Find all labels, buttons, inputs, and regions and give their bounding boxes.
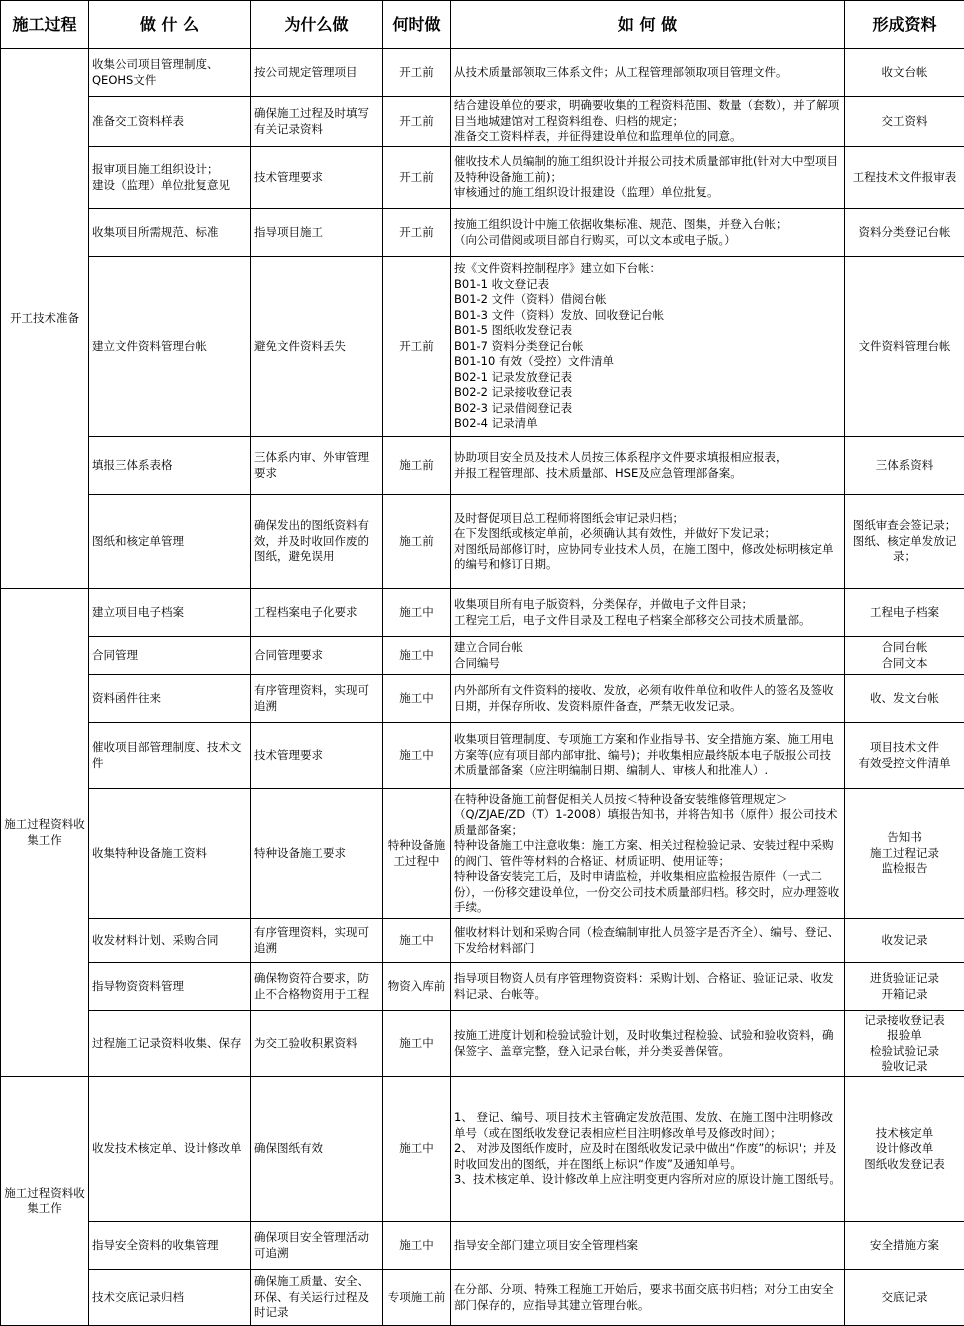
when-cell: 施工前 <box>383 495 451 589</box>
table-row <box>1 209 964 257</box>
how-cell: 从技术质量部领取三体系文件；从工程管理部领取项目管理文件。 <box>451 49 845 97</box>
when-cell: 施工中 <box>383 1222 451 1270</box>
header-result: 形成资料 <box>845 1 964 49</box>
header-why: 为什么做 <box>251 1 383 49</box>
result-cell: 工程技术文件报审表 <box>845 147 964 209</box>
how-cell: 收集项目所有电子版资料，分类保存，并做电子文件目录； 工程完工后，电子文件目录及工程电子档案全部移交公司技术质量部。 <box>451 589 845 637</box>
why-cell: 为交工验收积累资料 <box>251 1011 383 1077</box>
why-cell: 指导项目施工 <box>251 209 383 257</box>
what-cell: 合同管理 <box>89 637 251 675</box>
table-row <box>1 1011 964 1077</box>
table-row <box>1 919 964 963</box>
why-cell: 工程档案电子化要求 <box>251 589 383 637</box>
result-cell: 告知书 施工过程记录 监检报告 <box>845 789 964 919</box>
what-cell: 准备交工资料样表 <box>89 97 251 147</box>
result-cell: 收文台帐 <box>845 49 964 97</box>
how-cell: 结合建设单位的要求，明确要收集的工程资料范围、数量（套数），并了解项目当地城建馆对工程资料组卷、归档的规定； 准备交工资料样表，并征得建设单位和监理单位的同意。 <box>451 97 845 147</box>
when-cell: 开工前 <box>383 257 451 437</box>
why-cell: 技术管理要求 <box>251 147 383 209</box>
result-cell: 工程电子档案 <box>845 589 964 637</box>
result-cell: 交工资料 <box>845 97 964 147</box>
how-cell: 收集项目管理制度、专项施工方案和作业指导书、安全措施方案、施工用电方案等(应有项目部内部审批、编号)；并收集相应最终版本电子版报公司技术质量部备案（应注明编制日期、编制人、审核人和批准人）. <box>451 723 845 789</box>
result-cell: 项目技术文件 有效受控文件清单 <box>845 723 964 789</box>
result-cell: 记录接收登记表 报验单 检验试验记录 验收记录 <box>845 1011 964 1077</box>
why-cell: 三体系内审、外审管理要求 <box>251 437 383 495</box>
when-cell: 施工中 <box>383 1011 451 1077</box>
how-cell: 催收材料计划和采购合同（检查编制审批人员签字是否齐全）、编号、登记、下发给材料部门 <box>451 919 845 963</box>
header-when: 何时做 <box>383 1 451 49</box>
why-cell: 有序管理资料，实现可追溯 <box>251 675 383 723</box>
table-row <box>1 1077 964 1222</box>
how-cell: 按施工组织设计中施工依据收集标准、规范、图集，并登入台帐； （向公司借阅或项目部自行购买，可以文本或电子版。） <box>451 209 845 257</box>
why-cell: 技术管理要求 <box>251 723 383 789</box>
why-cell: 确保图纸有效 <box>251 1077 383 1222</box>
why-cell: 特种设备施工要求 <box>251 789 383 919</box>
table-row <box>1 723 964 789</box>
what-cell: 资料函件往来 <box>89 675 251 723</box>
when-cell: 开工前 <box>383 209 451 257</box>
why-cell: 确保项目安全管理活动可追溯 <box>251 1222 383 1270</box>
stage-cell: 施工过程资料收集工作 <box>1 589 89 1077</box>
result-cell: 三体系资料 <box>845 437 964 495</box>
how-cell: 按施工进度计划和检验试验计划，及时收集过程检验、试验和验收资料，确保签字、盖章完整，登入记录台帐，并分类妥善保管。 <box>451 1011 845 1077</box>
why-cell: 有序管理资料，实现可追溯 <box>251 919 383 963</box>
stage-cell: 施工过程资料收集工作 <box>1 1077 89 1326</box>
result-cell: 资料分类登记台帐 <box>845 209 964 257</box>
result-cell: 收、发文台帐 <box>845 675 964 723</box>
why-cell: 确保发出的图纸资料有效，并及时收回作废的图纸，避免误用 <box>251 495 383 589</box>
when-cell: 施工中 <box>383 675 451 723</box>
what-cell: 报审项目施工组织设计； 建设（监理）单位批复意见 <box>89 147 251 209</box>
result-cell: 图纸审查会签记录； 图纸、核定单发放记录； <box>845 495 964 589</box>
what-cell: 建立文件资料管理台帐 <box>89 257 251 437</box>
table-row <box>1 495 964 589</box>
how-cell: 协助项目安全员及技术人员按三体系程序文件要求填报相应报表， 并报工程管理部、技术质量部、HSE及应急管理部备案。 <box>451 437 845 495</box>
table-row <box>1 1270 964 1326</box>
result-cell: 进货验证记录 开箱记录 <box>845 963 964 1011</box>
table-row <box>1 637 964 675</box>
how-cell: 在分部、分项、特殊工程施工开始后，要求书面交底书归档；对分工由安全部门保存的，应指导其建立管理台帐。 <box>451 1270 845 1326</box>
when-cell: 施工中 <box>383 1077 451 1222</box>
what-cell: 收集项目所需规范、标准 <box>89 209 251 257</box>
when-cell: 施工中 <box>383 723 451 789</box>
result-cell: 安全措施方案 <box>845 1222 964 1270</box>
what-cell: 催收项目部管理制度、技术文件 <box>89 723 251 789</box>
header-stage: 施工过程 <box>1 1 89 49</box>
how-cell: 指导安全部门建立项目安全管理档案 <box>451 1222 845 1270</box>
what-cell: 收集公司项目管理制度、QEOHS文件 <box>89 49 251 97</box>
table-row <box>1 789 964 919</box>
why-cell: 确保施工质量、安全、环保、有关运行过程及时记录 <box>251 1270 383 1326</box>
how-cell: 在特种设备施工前督促相关人员按＜特种设备安装维修管理规定＞（Q/ZJAE/ZD（T）1-2008）填报告知书，并将告知书（原件）报公司技术质量部备案； 特种设备施工中注意收集：施工方案、相关过程检验记录、安装过程中采购的阀门、管件等材料的合格证、材质证明、使用证等； 特种设备安装完工后，及时申请监检，并收集相应监检报告原件（一式二份），一份移交建设单位，一份交公司技术质量部归档。移交时，应办理签收手续。 <box>451 789 845 919</box>
how-cell: 及时督促项目总工程师将图纸会审记录归档； 在下发图纸或核定单前，必须确认其有效性，并做好下发记录； 对图纸局部修订时，应协同专业技术人员，在施工图中，修改处标明核定单的编号和修订日期。 <box>451 495 845 589</box>
when-cell: 专项施工前 <box>383 1270 451 1326</box>
when-cell: 开工前 <box>383 49 451 97</box>
result-cell: 收发记录 <box>845 919 964 963</box>
what-cell: 收发材料计划、采购合同 <box>89 919 251 963</box>
what-cell: 收发技术核定单、设计修改单 <box>89 1077 251 1222</box>
how-cell: 1、 登记、编号、项目技术主管确定发放范围、发放、在施工图中注明修改单号（或在图纸收发登记表相应栏目注明修改单号及修改时间）； 2、 对涉及图纸作废时，应及时在图纸收发记录中做出“作废”的标识'；并及时收回发出的图纸，并在图纸上标识“作废”及通知单号。 3、技术核定单、设计修改单上应注明变更内容所对应的原设计施工图纸号。 <box>451 1077 845 1222</box>
why-cell: 按公司规定管理项目 <box>251 49 383 97</box>
when-cell: 施工前 <box>383 437 451 495</box>
result-cell: 文件资料管理台帐 <box>845 257 964 437</box>
what-cell: 技术交底记录归档 <box>89 1270 251 1326</box>
table-row <box>1 589 964 637</box>
what-cell: 指导安全资料的收集管理 <box>89 1222 251 1270</box>
stage-cell: 开工技术准备 <box>1 49 89 589</box>
table-row <box>1 257 964 437</box>
table-row <box>1 147 964 209</box>
what-cell: 指导物资资料管理 <box>89 963 251 1011</box>
when-cell: 施工中 <box>383 589 451 637</box>
when-cell: 施工中 <box>383 637 451 675</box>
when-cell: 施工中 <box>383 919 451 963</box>
table-row <box>1 1222 964 1270</box>
header-how: 如 何 做 <box>451 1 845 49</box>
table-row <box>1 437 964 495</box>
table-row <box>1 49 964 97</box>
result-cell: 合同台帐 合同文本 <box>845 637 964 675</box>
why-cell: 确保施工过程及时填写有关记录资料 <box>251 97 383 147</box>
header-what: 做 什 么 <box>89 1 251 49</box>
why-cell: 避免文件资料丢失 <box>251 257 383 437</box>
how-cell: 按《文件资料控制程序》建立如下台帐： B01-1 收文登记表 B01-2 文件（资料）借阅台帐 B01-3 文件（资料）发放、回收登记台帐 B01-5 图纸收发登记表 B01-7 资料分类登记台帐 B01-10 有效（受控）文件清单 B02-1 记录发放登记表 B02-2 记录接收登记表 B02-3 记录借阅登记表 B02-4 记录清单 <box>451 257 845 437</box>
table-row <box>1 963 964 1011</box>
what-cell: 过程施工记录资料收集、保存 <box>89 1011 251 1077</box>
when-cell: 物资入库前 <box>383 963 451 1011</box>
table-row <box>1 675 964 723</box>
when-cell: 开工前 <box>383 97 451 147</box>
what-cell: 填报三体系表格 <box>89 437 251 495</box>
how-cell: 内外部所有文件资料的接收、发放，必须有收件单位和收件人的签名及签收日期，并保存所收、发资料原件备查，严禁无收发记录。 <box>451 675 845 723</box>
when-cell: 开工前 <box>383 147 451 209</box>
why-cell: 确保物资符合要求，防止不合格物资用于工程 <box>251 963 383 1011</box>
what-cell: 建立项目电子档案 <box>89 589 251 637</box>
how-cell: 指导项目物资人员有序管理物资资料：采购计划、合格证、验证记录、收发料记录、台帐等。 <box>451 963 845 1011</box>
why-cell: 合同管理要求 <box>251 637 383 675</box>
result-cell: 交底记录 <box>845 1270 964 1326</box>
result-cell: 技术核定单 设计修改单 图纸收发登记表 <box>845 1077 964 1222</box>
header-row <box>1 1 964 49</box>
what-cell: 图纸和核定单管理 <box>89 495 251 589</box>
when-cell: 特种设备施工过程中 <box>383 789 451 919</box>
how-cell: 建立合同台帐 合同编号 <box>451 637 845 675</box>
how-cell: 催收技术人员编制的施工组织设计并报公司技术质量部审批(针对大中型项目及特种设备施工前)； 审核通过的施工组织设计报建设（监理）单位批复。 <box>451 147 845 209</box>
what-cell: 收集特种设备施工资料 <box>89 789 251 919</box>
table-row <box>1 97 964 147</box>
